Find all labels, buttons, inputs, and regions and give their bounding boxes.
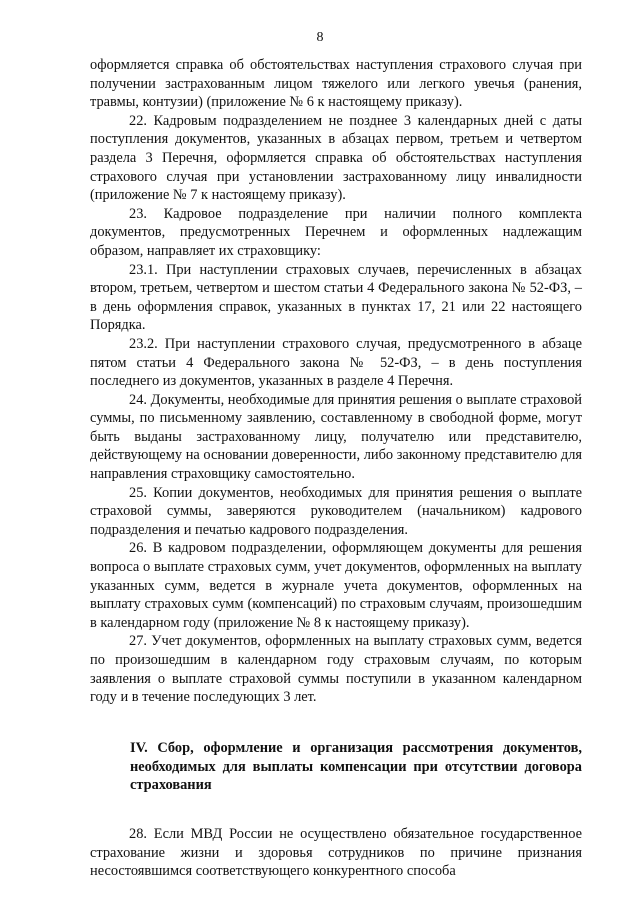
paragraph-23: 23. Кадровое подразделение при наличии полного комплекта документов, предусмотренных Перечнем и оформленных надлежащим образом, направляет их страховщику: — [90, 205, 582, 259]
paragraph-22: 22. Кадровым подразделением не позднее 3 календарных дней с даты поступления документов, указанных в абзацах первом, третьем и четвертом раздела 3 Перечня, оформляется справка об обстоятельствах наступления страхового случая при установлении застрахованному лицу инвалидности (приложение № 7 к настоящему приказу). — [90, 112, 582, 204]
page-number: 8 — [316, 30, 324, 45]
paragraph-24: 24. Документы, необходимые для принятия решения о выплате страховой суммы, по письменному заявлению, составленному в свободной форме, могут быть выданы застрахованному лицу, получателю или представителю, действующему на основании доверенности, либо законному представителю для направления страховщику самостоятельно. — [90, 391, 582, 483]
paragraph-25: 25. Копии документов, необходимых для принятия решения о выплате страховой суммы, заверяются руководителем (начальником) кадрового подразделения и печатью кадрового подразделения. — [90, 484, 582, 538]
section-heading-iv: IV. Сбор, оформление и организация рассмотрения документов, необходимых для выплаты компенсации при отсутствии договора страхования — [130, 739, 582, 794]
document-body — [90, 56, 582, 881]
paragraph-27: 27. Учет документов, оформленных на выплату страховых сумм, ведется по произошедшим в календарном году страховым случаям, по которым заявления о выплате страховой суммы поступили в указанном календарном году и в течение последующих 3 лет. — [90, 633, 582, 706]
paragraph-23-1: 23.1. При наступлении страховых случаев, перечисленных в абзацах втором, третьем, четвертом и шестом статьи 4 Федерального закона № 52-ФЗ, – в день оформления справок, указанных в пунктах 17, 21 или 22 настоящего Порядка. — [90, 261, 582, 334]
paragraph-28: 28. Если МВД России не осуществлено обязательное государственное страхование жизни и здоровья сотрудников по причине признания несостоявшимся соответствующего конкурентного способа — [90, 826, 582, 880]
paragraph-26: 26. В кадровом подразделении, оформляющем документы для решения вопроса о выплате страховых сумм, учет документов, оформленных на выплату указанных сумм, ведется в журнале учета документов, оформленных на выплату страховых сумм (компенсаций) по страховым случаям, произошедшим в календарном году (приложение № 8 к настоящему приказу). — [90, 540, 582, 631]
paragraph-23-2: 23.2. При наступлении страхового случая, предусмотренного в абзаце пятом статьи 4 Федерального закона № 52-ФЗ, – в день поступления последнего из документов, указанных в разделе 4 Перечня. — [90, 335, 582, 390]
paragraph-continuation: оформляется справка об обстоятельствах наступления страхового случая при получении застрахованным лицом тяжелого или легкого увечья (ранения, травмы, контузии) (приложение № 6 к настоящему приказу). — [90, 57, 582, 111]
